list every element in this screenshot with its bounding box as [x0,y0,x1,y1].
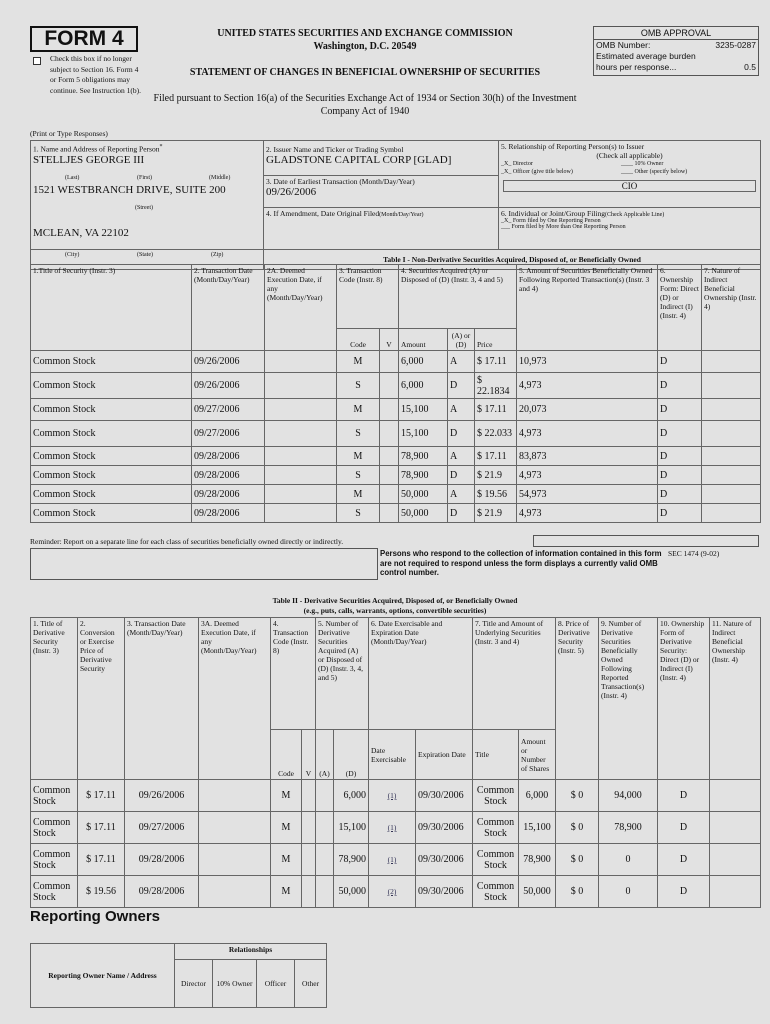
t1-amount-cell: 6,000 [399,351,448,373]
t2-code-cell: M [271,844,302,876]
t1-date-cell: 09/28/2006 [192,504,265,523]
reminder-box-left [30,548,378,580]
ro-ten-pct-header: 10% Owner [213,960,257,1008]
t2-h-nature: 11. Nature of Indirect Beneficial Ownership (Instr. 4) [710,618,761,780]
t1-v-cell [380,504,399,523]
t1-h-code: 3. Transaction Code (Instr. 8) [337,265,399,329]
t1-ad-cell: A [448,351,475,373]
t2-underlying-title-cell: Common Stock [473,780,519,812]
t2-h-date: 3. Transaction Date (Month/Day/Year) [125,618,199,780]
t1-price-cell: $ 21.9 [475,466,517,485]
t1-title-cell: Common Stock [31,485,192,504]
reporting-owners-table [30,943,327,1008]
t2-form-cell: D [658,876,710,908]
t1-price-cell: $ 17.11 [475,351,517,373]
t2-exercisable-cell[interactable]: (2) [369,876,416,908]
t1-date-cell: 09/27/2006 [192,421,265,447]
t1-owned-cell: 20,073 [517,399,658,421]
t2-derivative-price-cell: $ 0 [556,812,599,844]
t2-h-number: 5. Number of Derivative Securities Acquired (A) or Disposed of (D) (Instr. 3, 4, and 5) [316,618,369,730]
t1-amount-cell: 15,100 [399,399,448,421]
t1-v-cell [380,485,399,504]
t1-ad-cell: D [448,504,475,523]
t1-price-cell: $ 22.033 [475,421,517,447]
street-label: (Street) [135,205,153,211]
last-label: (Last) [65,175,80,181]
t2-h-deemed: 3A. Deemed Execution Date, if any (Month/Day/Year) [199,618,271,780]
t2-nature-cell [710,876,761,908]
t2-nature-cell [710,844,761,876]
t2-price-cell: $ 17.11 [78,780,125,812]
t2-h-code-sub: Code [271,730,302,780]
t1-deemed-cell [265,399,337,421]
t2-deemed-cell [199,844,271,876]
t2-exercisable-cell[interactable]: (1) [369,780,416,812]
t1-h-form: 6. Ownership Form: Direct (D) or Indirect (I) (Instr. 4) [658,265,702,351]
t2-h-date-ex-sub: Date Exercisable [369,730,416,780]
relationships-header: Relationships [175,944,327,960]
form-title: FORM 4 [30,26,138,52]
persons-notice: Persons who respond to the collection of information contained in this form are not required to respond unless the form displays a currently valid OMB control number. [380,549,662,577]
reporting-owners-heading: Reporting Owners [30,908,161,925]
t1-v-cell [380,447,399,466]
t1-code-cell: S [337,373,380,399]
t2-a-cell [316,844,334,876]
t1-nature-cell [702,466,761,485]
t2-d-cell: 6,000 [334,780,369,812]
table1 [30,264,761,523]
t2-derivative-price-cell: $ 0 [556,844,599,876]
t2-underlying-title-cell: Common Stock [473,844,519,876]
omb-hours-label: hours per response... [596,62,677,72]
table2-title: Table II - Derivative Securities Acquired, Disposed of, or Beneficially Owned [272,596,518,605]
t1-deemed-cell [265,447,337,466]
box1-sup: * [159,144,163,150]
t1-nature-cell [702,373,761,399]
t1-title-cell: Common Stock [31,504,192,523]
t2-h-d-sub: (D) [334,730,369,780]
ro-other-header: Other [295,960,327,1008]
omb-burden-label: Estimated average burden [596,51,696,61]
other-check[interactable]: ____ Other (specify below) [621,169,688,175]
t2-h-exercisable: 6. Date Exercisable and Expiration Date (Month/Day/Year) [369,618,473,730]
t1-date-cell: 09/27/2006 [192,399,265,421]
t2-title-cell: Common Stock [31,844,78,876]
t1-deemed-cell [265,351,337,373]
t2-date-cell: 09/28/2006 [125,876,199,908]
t1-code-cell: S [337,421,380,447]
t2-price-cell: $ 17.11 [78,812,125,844]
t2-date-cell: 09/27/2006 [125,812,199,844]
omb-number: 3235-0287 [715,40,756,50]
t1-title-cell: Common Stock [31,421,192,447]
t1-date-cell: 09/26/2006 [192,351,265,373]
t1-code-cell: M [337,399,380,421]
filing-more-persons[interactable]: ___ Form filed by More than One Reporting Person [501,224,626,231]
t1-title-cell: Common Stock [31,399,192,421]
t1-deemed-cell [265,421,337,447]
t1-owned-cell: 4,973 [517,421,658,447]
t1-h-title: 1.Title of Security (Instr. 3) [31,265,192,351]
t1-h-v-sub: V [380,329,399,351]
t1-nature-cell [702,421,761,447]
t1-code-cell: S [337,466,380,485]
table2-row [31,780,761,812]
table1-title: Table I - Non-Derivative Securities Acquired, Disposed of, or Beneficially Owned [264,250,761,270]
t1-v-cell [380,351,399,373]
t2-date-cell: 09/28/2006 [125,844,199,876]
box6-filing [499,208,761,250]
reminder-box-right [533,535,759,547]
t2-deemed-cell [199,812,271,844]
t1-amount-cell: 50,000 [399,504,448,523]
t1-amount-cell: 50,000 [399,485,448,504]
t2-derivative-price-cell: $ 0 [556,876,599,908]
t2-price-cell: $ 17.11 [78,844,125,876]
t2-owned-cell: 0 [599,844,658,876]
t1-h-code-sub: Code [337,329,380,351]
t1-h-deemed: 2A. Deemed Execution Date, if any (Month/Day/Year) [265,265,337,351]
no-longer-subject-checkbox[interactable] [33,57,41,65]
t2-h-owned: 9. Number of Derivative Securities Beneficially Owned Following Reported Transaction(s) (Instr. 4) [599,618,658,780]
ro-officer-header: Officer [257,960,295,1008]
t1-owned-cell: 4,973 [517,466,658,485]
t1-owned-cell: 83,873 [517,447,658,466]
t1-date-cell: 09/28/2006 [192,485,265,504]
t2-v-cell [302,844,316,876]
t1-price-cell: $ 22.1834 [475,373,517,399]
t1-form-cell: D [658,485,702,504]
box3-label: 3. Date of Earliest Transaction (Month/Day/Year) [266,177,415,187]
t2-h-underlying: 7. Title and Amount of Underlying Securities (Instr. 3 and 4) [473,618,556,730]
t1-h-amount-sub: Amount [399,329,448,351]
statement-title: STATEMENT OF CHANGES IN BENEFICIAL OWNERSHIP OF SECURITIES [189,67,541,78]
t2-a-cell [316,780,334,812]
middle-label: (Middle) [209,175,231,181]
t2-code-cell: M [271,876,302,908]
t2-h-exp-sub: Expiration Date [416,730,473,780]
t1-nature-cell [702,351,761,373]
filing-one-person[interactable]: _X_ Form filed by One Reporting Person [501,218,601,225]
table1-row [31,447,761,466]
t1-title-cell: Common Stock [31,466,192,485]
table2-row [31,876,761,908]
t2-underlying-amount-cell: 78,900 [519,844,556,876]
t2-derivative-price-cell: $ 0 [556,780,599,812]
box4-label-small: (Month/Day/Year) [379,212,424,219]
filed-pursuant: Filed pursuant to Section 16(a) of the Securities Exchange Act of 1934 or Section 30(h) of the Investment Company Act of 1940 [153,93,577,117]
check-box-text: Check this box if no longer subject to Section 16. Form 4 or Form 5 obligations may continue. See Instruction 1(b). [50,54,142,95]
t1-nature-cell [702,485,761,504]
t1-v-cell [380,421,399,447]
t2-form-cell: D [658,844,710,876]
t2-d-cell: 78,900 [334,844,369,876]
table1-row [31,399,761,421]
t1-form-cell: D [658,373,702,399]
t1-form-cell: D [658,504,702,523]
t2-a-cell [316,876,334,908]
t2-v-cell [302,812,316,844]
t2-code-cell: M [271,780,302,812]
zip-label: (Zip) [211,252,224,258]
box6-label-small: (Check Applicable Line) [604,212,665,219]
t1-code-cell: M [337,485,380,504]
t1-price-cell: $ 21.9 [475,504,517,523]
t1-amount-cell: 78,900 [399,466,448,485]
t1-ad-cell: A [448,485,475,504]
t1-title-cell: Common Stock [31,351,192,373]
t2-exercisable-cell[interactable]: (1) [369,812,416,844]
t2-price-cell: $ 19.56 [78,876,125,908]
t2-nature-cell [710,812,761,844]
t2-expiration-cell: 09/30/2006 [416,876,473,908]
table1-row [31,504,761,523]
t2-underlying-title-cell: Common Stock [473,876,519,908]
t2-owned-cell: 94,000 [599,780,658,812]
t2-h-amount-sub: Amount or Number of Shares [519,730,556,780]
t1-h-acquired: 4. Securities Acquired (A) or Disposed of (D) (Instr. 3, 4 and 5) [399,265,517,329]
officer-title[interactable]: CIO [621,181,638,191]
t2-deemed-cell [199,780,271,812]
box1-label: 1. Name and Address of Reporting Person [33,144,160,154]
table2-row [31,812,761,844]
box2-issuer [264,141,499,176]
t1-price-cell: $ 19.56 [475,485,517,504]
t1-owned-cell: 4,973 [517,504,658,523]
first-label: (First) [137,175,152,181]
t2-title-cell: Common Stock [31,812,78,844]
t2-h-title: 1. Title of Derivative Security (Instr. 3) [31,618,78,780]
print-type-note: (Print or Type Responses) [30,129,108,138]
t1-title-cell: Common Stock [31,447,192,466]
t2-underlying-amount-cell: 6,000 [519,780,556,812]
table1-row [31,466,761,485]
t1-v-cell [380,373,399,399]
t1-form-cell: D [658,351,702,373]
state-label: (State) [137,252,153,258]
t2-expiration-cell: 09/30/2006 [416,812,473,844]
table1-row [31,485,761,504]
t1-amount-cell: 78,900 [399,447,448,466]
t2-v-cell [302,780,316,812]
t1-h-aord-sub: (A) or (D) [448,329,475,351]
ro-director-header: Director [175,960,213,1008]
t2-title-cell: Common Stock [31,780,78,812]
table2-row [31,844,761,876]
t1-h-owned: 5. Amount of Securities Beneficially Owned Following Reported Transaction(s) (Instr. 3 and 4) [517,265,658,351]
officer-check[interactable]: _X_ Officer (give title below) [501,169,573,175]
t1-ad-cell: D [448,373,475,399]
t2-owned-cell: 78,900 [599,812,658,844]
box5-label: 5. Relationship of Reporting Person(s) to Issuer [501,142,645,151]
t1-code-cell: M [337,447,380,466]
t2-underlying-amount-cell: 50,000 [519,876,556,908]
agency-location: Washington, D.C. 20549 [313,41,417,52]
box1-reporting-person [31,141,264,250]
box5-relationship [499,141,761,208]
t1-date-cell: 09/28/2006 [192,447,265,466]
t2-d-cell: 50,000 [334,876,369,908]
city-state-zip[interactable]: MCLEAN, VA 22102 [33,227,129,239]
omb-hours: 0.5 [744,62,756,72]
t1-title-cell: Common Stock [31,373,192,399]
box4-amendment [264,208,499,250]
t2-form-cell: D [658,780,710,812]
t2-v-cell [302,876,316,908]
omb-approval-box [593,26,759,76]
box2-label: 2. Issuer Name and Ticker or Trading Symbol [266,145,404,154]
t1-deemed-cell [265,466,337,485]
director-check[interactable]: _X_ Director [501,161,533,167]
t1-form-cell: D [658,421,702,447]
agency-name: UNITED STATES SECURITIES AND EXCHANGE COMMISSION [217,28,513,39]
t1-deemed-cell [265,373,337,399]
table2-subtitle: (e.g., puts, calls, warrants, options, convertible securities) [303,606,487,615]
t1-ad-cell: D [448,466,475,485]
t2-h-code: 4. Transaction Code (Instr. 8) [271,618,316,730]
table1-row [31,351,761,373]
t2-exercisable-cell[interactable]: (1) [369,844,416,876]
t1-owned-cell: 10,973 [517,351,658,373]
t1-deemed-cell [265,504,337,523]
reporting-person-name[interactable]: STELLJES GEORGE III [33,153,145,166]
t2-title-cell: Common Stock [31,876,78,908]
street-address[interactable]: 1521 WESTBRANCH DRIVE, SUITE 200 [33,184,226,196]
city-label: (City) [65,252,80,258]
owner-name-header: Reporting Owner Name / Address [31,944,175,1008]
box4-label: 4. If Amendment, Date Original Filed [266,209,380,219]
omb-number-label: OMB Number: [596,40,651,50]
t2-h-a-sub: (A) [316,730,334,780]
officer-title-box [503,180,756,192]
t1-h-date: 2. Transaction Date (Month/Day/Year) [192,265,265,351]
earliest-transaction-date[interactable]: 09/26/2006 [266,186,317,199]
t1-nature-cell [702,504,761,523]
t2-underlying-amount-cell: 15,100 [519,812,556,844]
sec-code: SEC 1474 (9-02) [668,549,720,558]
box6-label: 6. Individual or Joint/Group Filing [501,209,605,219]
t1-owned-cell: 4,973 [517,373,658,399]
t2-a-cell [316,812,334,844]
t2-expiration-cell: 09/30/2006 [416,780,473,812]
issuer-name[interactable]: GLADSTONE CAPITAL CORP [GLAD] [266,154,452,166]
t1-ad-cell: A [448,447,475,466]
t2-deemed-cell [199,876,271,908]
omb-title: OMB APPROVAL [594,27,758,40]
ten-pct-check[interactable]: ____ 10% Owner [621,161,664,167]
t1-code-cell: M [337,351,380,373]
t2-date-cell: 09/26/2006 [125,780,199,812]
t1-price-cell: $ 17.11 [475,399,517,421]
t1-form-cell: D [658,466,702,485]
t1-owned-cell: 54,973 [517,485,658,504]
t1-v-cell [380,399,399,421]
t2-code-cell: M [271,812,302,844]
table1-row [31,373,761,399]
t1-nature-cell [702,399,761,421]
box5-sub: (Check all applicable) [596,151,663,160]
table1-row [31,421,761,447]
t2-underlying-title-cell: Common Stock [473,812,519,844]
t1-date-cell: 09/28/2006 [192,466,265,485]
t2-form-cell: D [658,812,710,844]
header-boxes [30,140,761,270]
t1-ad-cell: D [448,421,475,447]
t1-form-cell: D [658,399,702,421]
t1-price-cell: $ 17.11 [475,447,517,466]
reminder-text: Reminder: Report on a separate line for each class of securities beneficially owned directly or indirectly. [30,537,344,546]
t2-d-cell: 15,100 [334,812,369,844]
t2-h-utitle-sub: Title [473,730,519,780]
t1-h-price-sub: Price [475,329,517,351]
t1-ad-cell: A [448,399,475,421]
t2-h-form: 10. Ownership Form of Derivative Security: Direct (D) or Indirect (I) (Instr. 4) [658,618,710,780]
t1-deemed-cell [265,485,337,504]
t2-expiration-cell: 09/30/2006 [416,844,473,876]
t1-h-nature: 7. Nature of Indirect Beneficial Ownership (Instr. 4) [702,265,761,351]
table2 [30,617,761,908]
t1-amount-cell: 6,000 [399,373,448,399]
t1-code-cell: S [337,504,380,523]
t2-owned-cell: 0 [599,876,658,908]
t2-h-conversion: 2. Conversion or Exercise Price of Derivative Security [78,618,125,780]
t1-nature-cell [702,447,761,466]
box3-earliest-date [264,176,499,208]
t1-v-cell [380,466,399,485]
t1-date-cell: 09/26/2006 [192,373,265,399]
t2-nature-cell [710,780,761,812]
t2-h-v-sub: V [302,730,316,780]
t2-h-price: 8. Price of Derivative Security (Instr. 5) [556,618,599,780]
t1-amount-cell: 15,100 [399,421,448,447]
t1-form-cell: D [658,447,702,466]
